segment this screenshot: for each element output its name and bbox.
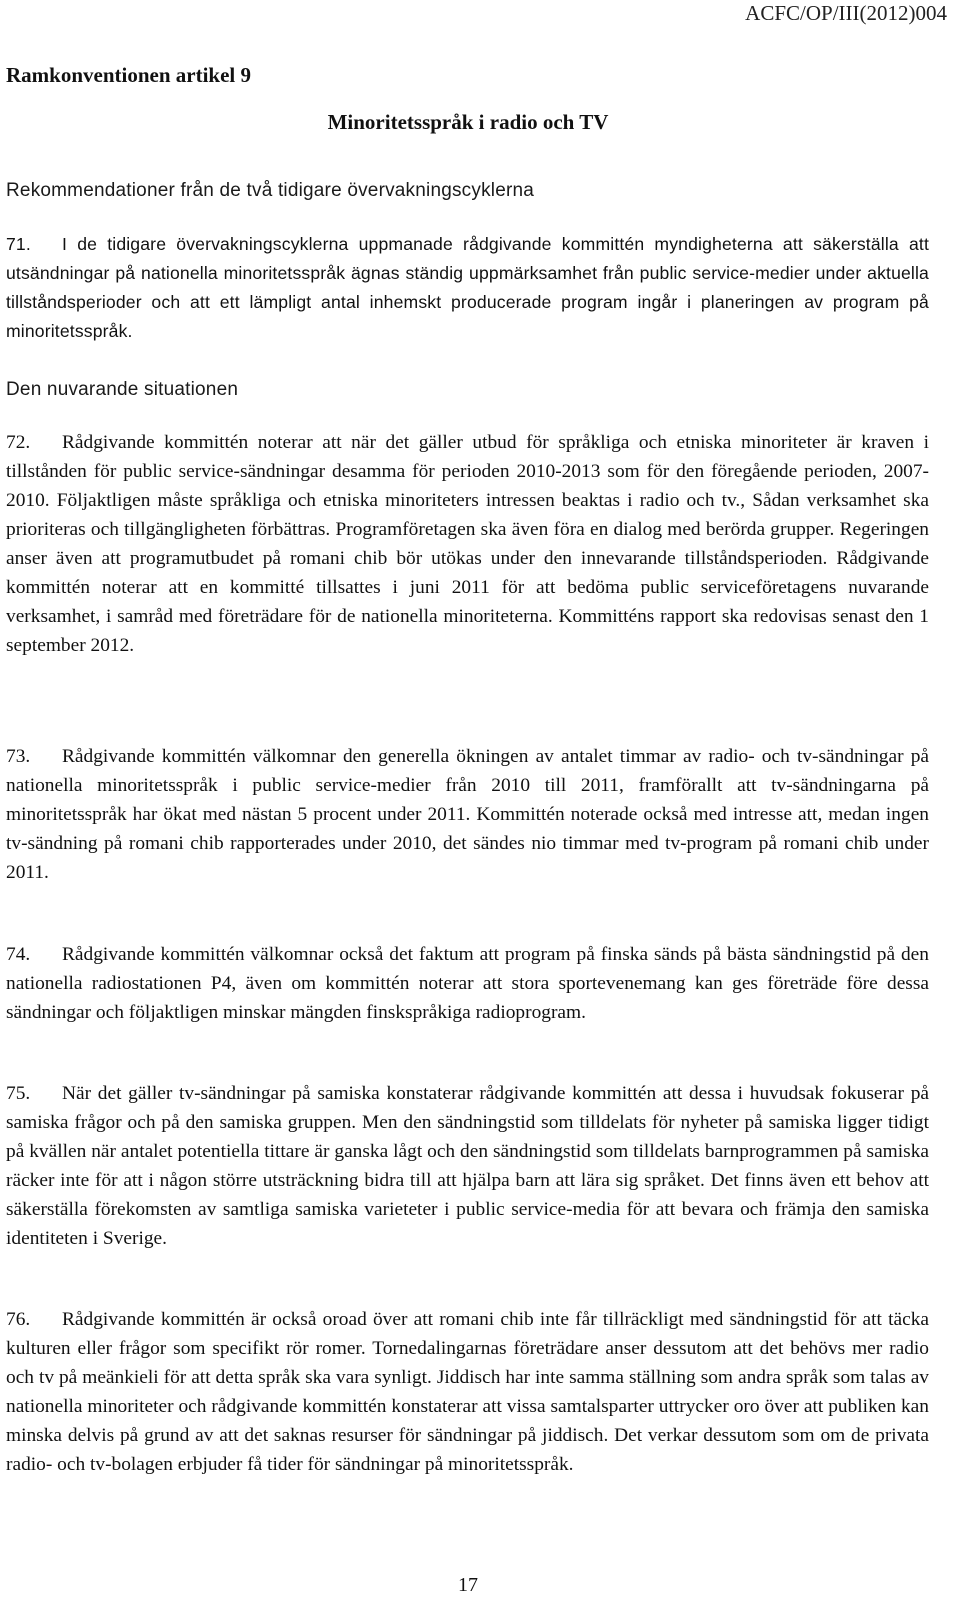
paragraph-73 (6, 742, 929, 887)
paragraph-number: 76. (6, 1309, 31, 1330)
document-reference: ACFC/OP/III(2012)004 (745, 1, 947, 25)
paragraph-text: Rådgivande kommittén noterar att när det gäller utbud för språkliga och etniska minoriteter är kraven i tillstånden för public service-sändningar desamma för perioden 2010-2013 som för den föregående perioden, 2007-2010. Följaktligen måste språkliga och etniska minoriteters intressen beaktas i radio och tv., Sådan verksamhet ska prioriteras och tillgängligheten förbättras. Programföretagen ska även föra en dialog med berörda grupper. Regeringen anser även att programutbudet på romani chib bör utökas under den innevarande tillståndsperioden. Rådgivande kommittén noterar att en kommitté tillsattes i juni 2011 för att bedöma public serviceföretagens nuvarande verksamhet, i samråd med företrädare för de nationella minoriteterna. Kommitténs rapport ska redovisas senast den 1 september 2012. (6, 432, 929, 656)
paragraph-text: Rådgivande kommittén välkomnar den generella ökningen av antalet timmar av radio- och tv-sändningar på nationella minoritetsspråk i public service-medier från 2010 till 2011, framförallt att tv-sändningarna på minoritetsspråk har ökat med nästan 5 procent under 2011. Kommittén noterade också med intresse att, medan ingen tv-sändning på romani chib rapporterades under 2010, det sändes nio timmar med tv-program på romani chib under 2011. (6, 746, 929, 883)
paragraph-number: 74. (6, 944, 31, 965)
paragraph-text: Rådgivande kommittén välkomnar också det faktum att program på finska sänds på bästa sändningstid på den nationella radiostationen P4, även om kommittén noterar att stora sportevenemang kan ges företräde före dessa sändningar och följaktligen minskar mängden finskspråkiga radioprogram. (6, 944, 929, 1023)
section-title: Minoritetsspråk i radio och TV (327, 110, 609, 134)
paragraph-75 (6, 1079, 929, 1253)
paragraph-number: 72. (6, 432, 31, 453)
paragraph-71 (6, 230, 929, 346)
article-heading: Ramkonventionen artikel 9 (6, 63, 252, 87)
page-number: 17 (458, 1574, 478, 1596)
paragraph-number: 73. (6, 746, 31, 767)
subheading-previous-recommendations: Rekommendationer från de två tidigare övervakningscyklerna (6, 180, 535, 201)
paragraph-76 (6, 1305, 929, 1479)
paragraph-72 (6, 428, 929, 660)
paragraph-number: 71. (6, 234, 31, 254)
paragraph-text: I de tidigare övervakningscyklerna uppmanade rådgivande kommittén myndigheterna att säkerställa att utsändningar på nationella minoritetsspråk ägnas ständig uppmärksamhet från public service-medier under aktuella tillståndsperioder och att ett lämpligt antal inhemskt producerade program ingår i planeringen av program på minoritetsspråk. (6, 234, 929, 341)
subheading-current-situation: Den nuvarande situationen (6, 379, 239, 400)
paragraph-74 (6, 940, 929, 1027)
paragraph-number: 75. (6, 1083, 31, 1104)
paragraph-text: När det gäller tv-sändningar på samiska konstaterar rådgivande kommittén att dessa i huvudsak fokuserar på samiska frågor och på den samiska gruppen. Men den sändningstid som tilldelats för nyheter på samiska ligger tidigt på kvällen när antalet potentiella tittare är ganska lågt och den sändningstid som tilldelats barnprogrammen på samiska räcker inte för att i någon större utsträckning bidra till att hjälpa barn att lära sig språket. Det finns även ett behov att säkerställa förekomsten av samtliga samiska varieteter i public service-media för att bevara och främja den samiska identiteten i Sverige. (6, 1083, 929, 1249)
paragraph-text: Rådgivande kommittén är också oroad över att romani chib inte får tillräckligt med sändningstid för att täcka kulturen eller frågor som specifikt rör romer. Tornedalingarnas företrädare anser dessutom att det behövs mer radio och tv på meänkieli för att detta språk ska vara synligt. Jiddisch har inte samma ställning som andra språk som talas av nationella minoriteter och rådgivande kommittén konstaterar att vissa samtalsparter uttrycker oro över att publiken kan minska delvis på grund av att det saknas resurser för sändningar på jiddisch. Det verkar dessutom som om de privata radio- och tv-bolagen erbjuder få tider för sändningar på minoritetsspråk. (6, 1309, 929, 1475)
